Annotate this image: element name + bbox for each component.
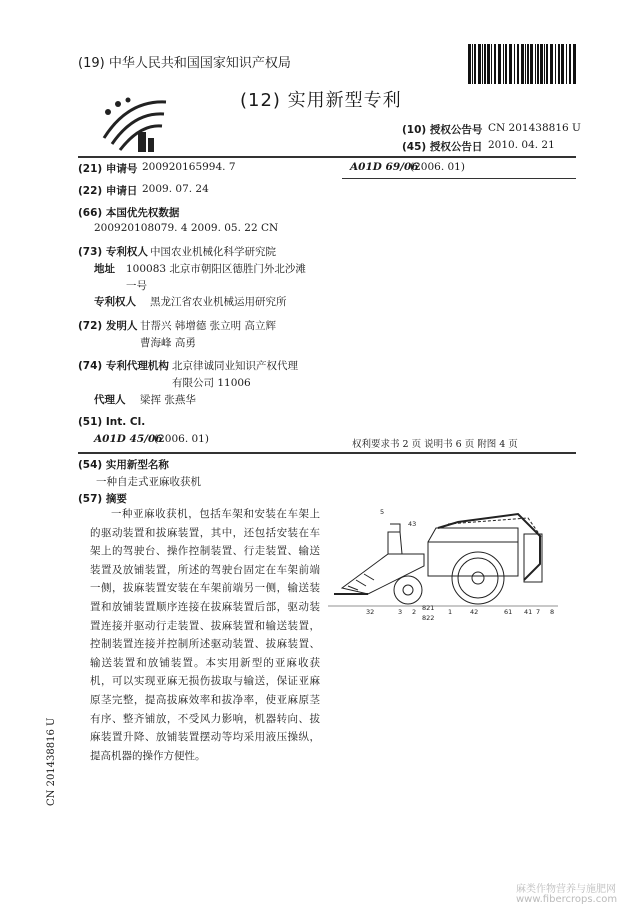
utility-model-title: 一种自走式亚麻收获机 xyxy=(96,476,201,488)
figure-label: 822 xyxy=(422,614,435,622)
watermark-url: www.fibercrops.com xyxy=(516,894,618,905)
abstract-label: (57) 摘要 xyxy=(78,493,127,505)
pub-date: 2010. 04. 21 xyxy=(488,139,555,151)
barcode-bar xyxy=(503,44,504,84)
abstract-text: 一种亚麻收获机，包括车架和安装在车架上的驱动装置和拔麻装置，其中，还包括安装在车架上的驾驶台、操作控制装置、行走装置、输送装置及放铺装置，所述的驾驶台固定在车架前端一侧，拔麻装置安装在车架前端另一侧，输送装置和放铺装置顺序连接在拔麻装置后部，驱动装置连接并驱动行走装置、拔麻装置和输送装置，控制装置连接并控制所述驱动装置、拔麻装置、输送装置和放铺装置。本实用新型的亚麻收获机，可以实现亚麻无损伤拔取与输送，保证亚麻原茎完整，提高拔麻效率和拔净率，使亚麻原茎有序、整齐铺放，不受风力影响，机器转向、拔麻装置升降、放铺装置摆动等均采用液压操纵，提高机器的操作方便性。 xyxy=(90,508,320,762)
app-no: 200920165994. 7 xyxy=(142,161,236,173)
patentee2: 黑龙江省农业机械运用研究所 xyxy=(150,296,287,308)
barcode-bar xyxy=(558,44,560,84)
barcode-bar xyxy=(478,44,481,84)
inventors-line2: 曹海峰 高勇 xyxy=(140,337,196,349)
pub-date-label: (45) 授权公告日 xyxy=(402,141,483,153)
barcode-bar xyxy=(555,44,556,84)
barcode xyxy=(468,44,576,84)
figure-label: 7 xyxy=(536,608,541,616)
patentee2-label: 专利权人 xyxy=(94,296,136,308)
barcode-bar xyxy=(550,44,553,84)
address-line1: 100083 北京市朝阳区德胜门外北沙滩 xyxy=(126,263,306,275)
side-patent-number: CN 201438816 U xyxy=(46,717,57,806)
agent-label: 代理人 xyxy=(94,394,126,406)
figure-label: 5 xyxy=(380,508,385,516)
page-count: 权利要求书 2 页 说明书 6 页 附图 4 页 xyxy=(352,439,518,450)
header-divider xyxy=(78,156,576,158)
figure-label: 43 xyxy=(408,520,417,528)
agency-label: (74) 专利代理机构 xyxy=(78,360,169,372)
barcode-bar xyxy=(521,44,524,84)
barcode-bar xyxy=(491,44,492,84)
biblio-divider xyxy=(78,452,576,454)
office-name: (19) 中华人民共和国国家知识产权局 xyxy=(78,56,291,71)
barcode-bar xyxy=(482,44,483,84)
barcode-bar xyxy=(494,44,496,84)
barcode-bar xyxy=(540,44,543,84)
app-date-label: (22) 申请日 xyxy=(78,185,138,197)
barcode-bar xyxy=(527,44,529,84)
barcode-bar xyxy=(569,44,571,84)
barcode-bar xyxy=(517,44,519,84)
agent: 梁挥 张燕华 xyxy=(140,394,196,406)
figure-label: 32 xyxy=(366,608,375,616)
address-label: 地址 xyxy=(94,263,115,275)
agency-line1: 北京律诚同业知识产权代理 xyxy=(172,360,298,372)
barcode-bar xyxy=(474,44,476,84)
class2-code: A01D 69/06 xyxy=(350,161,419,173)
barcode-bar xyxy=(535,44,536,84)
barcode-bar xyxy=(544,44,545,84)
inventors-label: (72) 发明人 xyxy=(78,320,138,332)
intcl-version: (2006. 01) xyxy=(154,433,209,445)
barcode-bar xyxy=(514,44,515,84)
figure-label: 42 xyxy=(470,608,479,616)
patentee: 中国农业机械化科学研究院 xyxy=(150,246,276,258)
app-date: 2009. 07. 24 xyxy=(142,183,209,195)
figure-label: 1 xyxy=(448,608,453,616)
figure-label: 61 xyxy=(504,608,513,616)
barcode-bar xyxy=(468,44,471,84)
app-no-label: (21) 申请号 xyxy=(78,163,138,175)
sipo-logo xyxy=(98,92,174,158)
intcl-label: (51) Int. Cl. xyxy=(78,416,146,428)
figure-label: 2 xyxy=(412,608,417,616)
barcode-bar xyxy=(487,44,490,84)
barcode-bar xyxy=(484,44,486,84)
barcode-bar xyxy=(561,44,564,84)
watermark-title: 麻类作物营养与施肥网 xyxy=(516,884,616,895)
barcode-bar xyxy=(530,44,533,84)
doc-type: (12) 实用新型专利 xyxy=(240,90,402,111)
agency-line2: 有限公司 11006 xyxy=(172,377,251,389)
figure-label: 821 xyxy=(422,604,435,612)
figure-label: 3 xyxy=(398,608,403,616)
barcode-bar xyxy=(573,44,576,84)
patentee-label: (73) 专利权人 xyxy=(78,246,148,258)
barcode-bar xyxy=(537,44,539,84)
figure-label: 8 xyxy=(550,608,555,616)
abstract-body xyxy=(90,505,320,765)
title-label: (54) 实用新型名称 xyxy=(78,459,169,471)
priority-label: (66) 本国优先权数据 xyxy=(78,207,180,219)
class2-version: (2006. 01) xyxy=(410,161,465,173)
barcode-bar xyxy=(505,44,507,84)
inventors-line1: 甘帮兴 韩增德 张立明 高立辉 xyxy=(140,320,277,332)
barcode-bar xyxy=(546,44,548,84)
barcode-bar xyxy=(498,44,501,84)
barcode-bar xyxy=(525,44,526,84)
figure-label: 41 xyxy=(524,608,533,616)
intcl-code: A01D 45/06 xyxy=(94,433,163,445)
pub-no-label: (10) 授权公告号 xyxy=(402,124,483,136)
barcode-bar xyxy=(472,44,473,84)
right-divider xyxy=(342,178,576,179)
barcode-bar xyxy=(509,44,512,84)
address-line2: 一号 xyxy=(126,280,147,292)
priority-data: 200920108079. 4 2009. 05. 22 CN xyxy=(94,222,279,234)
pub-no: CN 201438816 U xyxy=(488,122,581,134)
barcode-bar xyxy=(566,44,567,84)
harvester-drawing xyxy=(328,494,558,634)
